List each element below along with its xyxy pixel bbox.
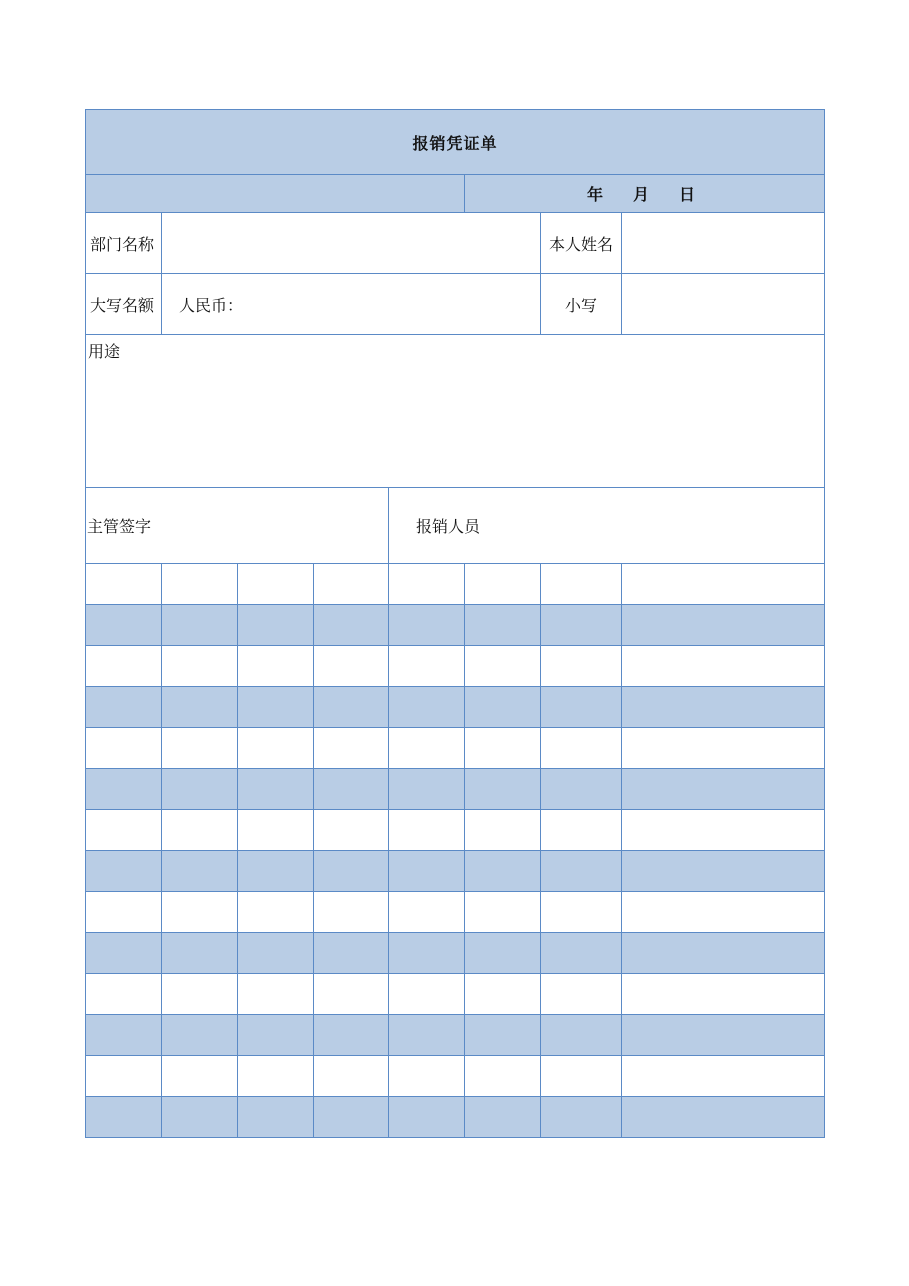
detail-cell[interactable]: [314, 605, 389, 646]
detail-cell[interactable]: [86, 646, 162, 687]
detail-cell[interactable]: [86, 933, 162, 974]
detail-cell[interactable]: [389, 728, 465, 769]
detail-cell[interactable]: [314, 851, 389, 892]
detail-cell[interactable]: [465, 810, 541, 851]
detail-cell[interactable]: [541, 892, 622, 933]
detail-cell[interactable]: [162, 728, 238, 769]
detail-cell[interactable]: [162, 1097, 238, 1138]
detail-cell[interactable]: [238, 933, 314, 974]
detail-cell[interactable]: [541, 1056, 622, 1097]
claimant-label: 报销人员: [416, 517, 481, 536]
detail-cell[interactable]: [314, 1097, 389, 1138]
detail-cell[interactable]: [238, 892, 314, 933]
detail-cell[interactable]: [238, 974, 314, 1015]
detail-cell[interactable]: [238, 1097, 314, 1138]
detail-cell[interactable]: [86, 1015, 162, 1056]
date-month-label: 月: [633, 185, 650, 204]
date-day-label: 日: [679, 185, 696, 204]
supervisor-signature-field[interactable]: [86, 488, 389, 564]
detail-row: [86, 769, 825, 810]
detail-cell[interactable]: [162, 933, 238, 974]
detail-cell[interactable]: [389, 892, 465, 933]
detail-row: [86, 564, 825, 605]
detail-cell[interactable]: [622, 810, 825, 851]
detail-cell[interactable]: [389, 974, 465, 1015]
date-year-label: 年: [587, 185, 604, 204]
detail-cell[interactable]: [86, 728, 162, 769]
detail-cell[interactable]: [238, 728, 314, 769]
detail-cell[interactable]: [465, 1015, 541, 1056]
detail-cell[interactable]: [622, 892, 825, 933]
detail-cell[interactable]: [541, 769, 622, 810]
detail-cell[interactable]: [541, 810, 622, 851]
detail-cell[interactable]: [86, 892, 162, 933]
detail-cell[interactable]: [541, 646, 622, 687]
applicant-label: 本人姓名: [541, 213, 622, 274]
detail-cell[interactable]: [389, 810, 465, 851]
detail-cell[interactable]: [86, 1097, 162, 1138]
detail-row: [86, 851, 825, 892]
detail-row: [86, 892, 825, 933]
detail-cell[interactable]: [238, 851, 314, 892]
detail-row: [86, 1056, 825, 1097]
detail-cell[interactable]: [238, 1015, 314, 1056]
detail-cell[interactable]: [465, 974, 541, 1015]
detail-cell[interactable]: [622, 851, 825, 892]
detail-cell[interactable]: [541, 851, 622, 892]
detail-cell[interactable]: [389, 851, 465, 892]
detail-cell[interactable]: [465, 1097, 541, 1138]
detail-row: [86, 687, 825, 728]
detail-cell[interactable]: [314, 687, 389, 728]
detail-cell[interactable]: [622, 1097, 825, 1138]
detail-cell[interactable]: [314, 933, 389, 974]
detail-cell[interactable]: [238, 810, 314, 851]
detail-cell[interactable]: [622, 974, 825, 1015]
detail-cell[interactable]: [238, 1056, 314, 1097]
detail-cell[interactable]: [86, 769, 162, 810]
detail-row: [86, 810, 825, 851]
detail-cell[interactable]: [314, 892, 389, 933]
detail-cell[interactable]: [314, 810, 389, 851]
detail-cell[interactable]: [622, 728, 825, 769]
detail-cell[interactable]: [162, 646, 238, 687]
claimant-field[interactable]: [389, 488, 825, 564]
detail-cell[interactable]: [465, 687, 541, 728]
detail-cell[interactable]: [389, 564, 465, 605]
detail-cell[interactable]: [465, 769, 541, 810]
supervisor-signature-label: 主管签字: [87, 517, 152, 536]
detail-cell[interactable]: [162, 974, 238, 1015]
detail-row: [86, 728, 825, 769]
detail-row: [86, 605, 825, 646]
detail-cell[interactable]: [86, 974, 162, 1015]
detail-row: [86, 933, 825, 974]
detail-cell[interactable]: [86, 687, 162, 728]
detail-cell[interactable]: [541, 1015, 622, 1056]
applicant-field[interactable]: [622, 213, 825, 274]
detail-cell[interactable]: [622, 646, 825, 687]
detail-cell[interactable]: [86, 564, 162, 605]
header-blank-cell: [86, 175, 465, 213]
detail-cell[interactable]: [162, 810, 238, 851]
detail-cell[interactable]: [541, 687, 622, 728]
detail-cell[interactable]: [314, 728, 389, 769]
detail-cell[interactable]: [465, 1056, 541, 1097]
detail-cell[interactable]: [465, 851, 541, 892]
amount-lower-field[interactable]: [622, 274, 825, 335]
department-field[interactable]: [162, 213, 541, 274]
detail-cell[interactable]: [541, 974, 622, 1015]
detail-cell[interactable]: [389, 1056, 465, 1097]
detail-cell[interactable]: [541, 728, 622, 769]
detail-cell[interactable]: [86, 851, 162, 892]
currency-prefix: 人民币：: [179, 295, 244, 315]
detail-cell[interactable]: [86, 605, 162, 646]
detail-cell[interactable]: [622, 564, 825, 605]
detail-cell[interactable]: [541, 933, 622, 974]
detail-cell[interactable]: [162, 769, 238, 810]
detail-cell[interactable]: [314, 1015, 389, 1056]
amount-lower-label: 小写: [541, 274, 622, 335]
detail-cell[interactable]: [465, 646, 541, 687]
detail-cell[interactable]: [162, 1015, 238, 1056]
detail-cell[interactable]: [622, 1015, 825, 1056]
detail-cell[interactable]: [162, 851, 238, 892]
detail-cell[interactable]: [314, 564, 389, 605]
detail-cell[interactable]: [314, 646, 389, 687]
detail-cell[interactable]: [162, 605, 238, 646]
detail-row: [86, 646, 825, 687]
detail-cell[interactable]: [314, 769, 389, 810]
purpose-label: 用途: [88, 342, 121, 361]
detail-row: [86, 1097, 825, 1138]
detail-cell[interactable]: [465, 933, 541, 974]
detail-cell[interactable]: [314, 974, 389, 1015]
department-label: 部门名称: [86, 213, 162, 274]
detail-cell[interactable]: [622, 769, 825, 810]
detail-cell[interactable]: [622, 1056, 825, 1097]
detail-cell[interactable]: [238, 687, 314, 728]
detail-cell[interactable]: [465, 564, 541, 605]
detail-cell[interactable]: [541, 1097, 622, 1138]
detail-cell[interactable]: [314, 1056, 389, 1097]
detail-cell[interactable]: [389, 1015, 465, 1056]
detail-cell[interactable]: [465, 605, 541, 646]
detail-cell[interactable]: [389, 1097, 465, 1138]
detail-cell[interactable]: [389, 605, 465, 646]
amount-upper-label: 大写名额: [86, 274, 162, 335]
detail-cell[interactable]: [389, 769, 465, 810]
detail-cell[interactable]: [162, 564, 238, 605]
detail-cell[interactable]: [541, 564, 622, 605]
detail-cell[interactable]: [622, 687, 825, 728]
detail-cell[interactable]: [622, 605, 825, 646]
detail-cell[interactable]: [389, 687, 465, 728]
detail-cell[interactable]: [86, 1056, 162, 1097]
detail-cell[interactable]: [389, 646, 465, 687]
detail-cell[interactable]: [389, 933, 465, 974]
detail-cell[interactable]: [541, 605, 622, 646]
form-title: 报销凭证单: [86, 110, 825, 175]
detail-cell[interactable]: [465, 728, 541, 769]
detail-row: [86, 1015, 825, 1056]
detail-cell[interactable]: [238, 646, 314, 687]
detail-row: [86, 974, 825, 1015]
purpose-field[interactable]: [86, 335, 825, 488]
detail-cell[interactable]: [465, 892, 541, 933]
date-cell: [465, 175, 825, 213]
detail-cell[interactable]: [86, 810, 162, 851]
reimbursement-form: [85, 109, 825, 1138]
detail-cell[interactable]: [622, 933, 825, 974]
detail-cell[interactable]: [162, 1056, 238, 1097]
detail-cell[interactable]: [238, 605, 314, 646]
detail-cell[interactable]: [162, 892, 238, 933]
detail-cell[interactable]: [238, 564, 314, 605]
amount-upper-field[interactable]: [162, 274, 541, 335]
detail-cell[interactable]: [238, 769, 314, 810]
detail-cell[interactable]: [162, 687, 238, 728]
